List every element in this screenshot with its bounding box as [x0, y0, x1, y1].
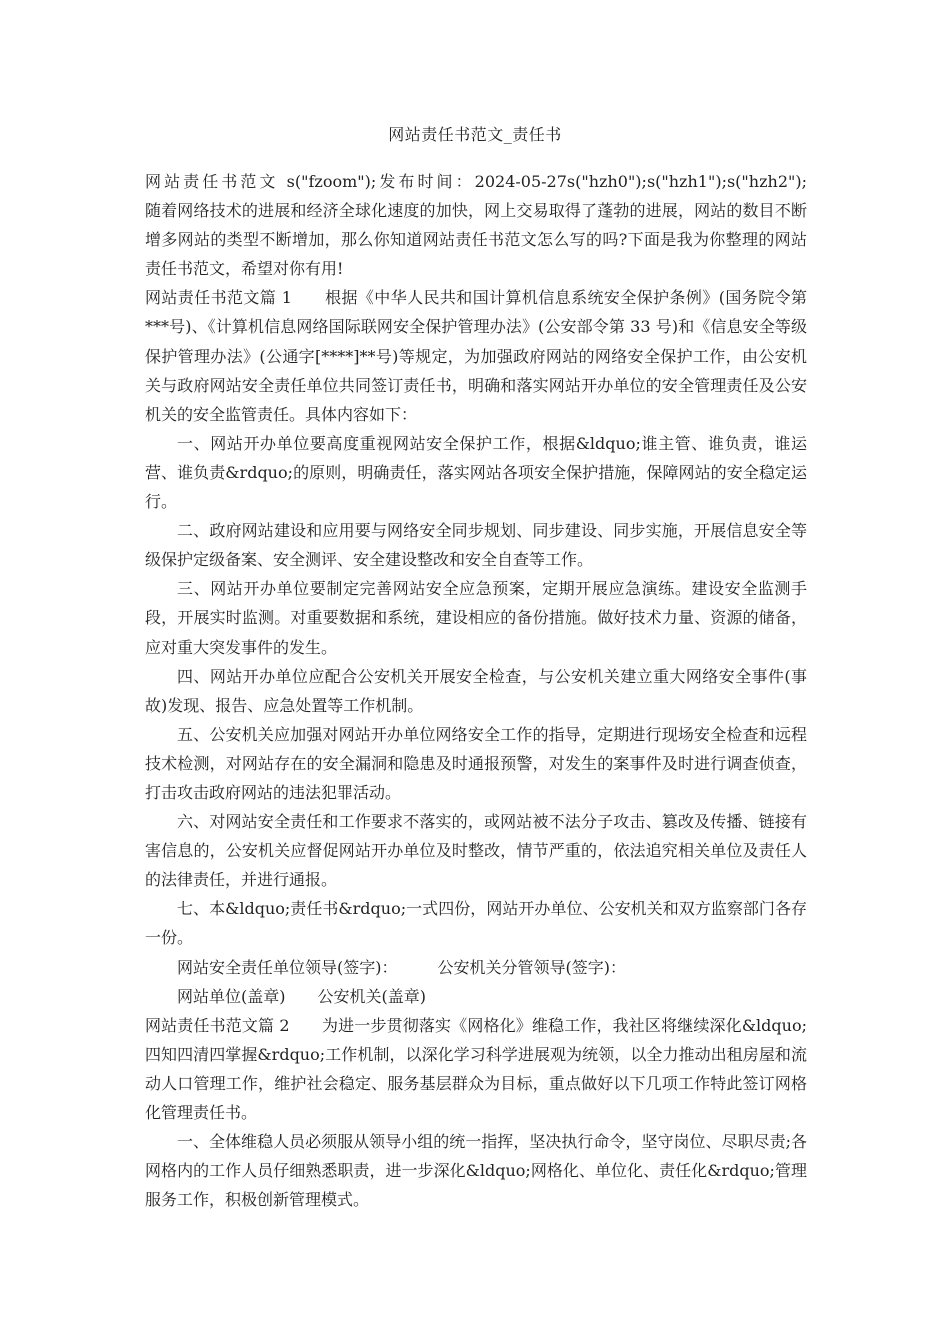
document-body — [145, 167, 840, 1214]
signature-line: 网站安全责任单位领导(签字)： 公安机关分管领导(签字)： — [177, 957, 626, 977]
section-2-heading-paragraph: 网站责任书范文篇 2 为进一步贯彻落实《网格化》维稳工作，我社区将继续深化&ldquo;四知四清四掌握&rdquo;工作机制，以深化学习科学进展观为统领，以全力推动出租房屋和流动人口管理工作，维护社会稳定、服务基层群众为目标，重点做好以下几项工作特此签订网格化管理责任书。 — [145, 1015, 807, 1122]
section-1-item-1: 一、网站开办单位要高度重视网站安全保护工作，根据&ldquo;谁主管、谁负责，谁运营、谁负责&rdquo;的原则，明确责任，落实网站各项安全保护措施，保障网站的安全稳定运行。 — [145, 433, 807, 512]
section-1-item-7: 七、本&ldquo;责任书&rdquo;一式四份，网站开办单位、公安机关和双方监察部门各存一份。 — [145, 899, 807, 948]
section-1-heading-paragraph: 网站责任书范文篇 1 根据《中华人民共和国计算机信息系统安全保护条例》(国务院令第***号)、《计算机信息网络国际联网安全保护管理办法》(公安部令第 33 号)和《信息安全等级保护管理办法》(公通字[****]**号)等规定，为加强政府网站的网络安全保护工作，由公安机关与政府网站安全责任单位共同签订责任书，明确和落实网站开办单位的安全管理责任及公安机关的安全监管责任。具体内容如下： — [145, 288, 807, 424]
intro-paragraph: 网站责任书范文 s("fzoom");发布时间：2024-05-27s("hzh0");s("hzh1");s("hzh2"); 随着网络技术的进展和经济全球化速度的加快，网上交易取得了蓬勃的进展，网站的数目不断增多网站的类型不断增加，那么你知道网站责任书范文怎么写的吗?下面是我为你整理的网站责任书范文，希望对你有用! — [145, 172, 840, 279]
section-1-item-3: 三、网站开办单位要制定完善网站安全应急预案，定期开展应急演练。建设安全监测手段，开展实时监测。对重要数据和系统，建设相应的备份措施。做好技术力量、资源的储备，应对重大突发事件的发生。 — [145, 579, 807, 657]
section-1-item-2: 二、政府网站建设和应用要与网络安全同步规划、同步建设、同步实施，开展信息安全等级保护定级备案、安全测评、安全建设整改和安全自查等工作。 — [145, 521, 807, 570]
document-title: 网站责任书范文_责任书 — [388, 125, 562, 144]
section-1-item-4: 四、网站开办单位应配合公安机关开展安全检查，与公安机关建立重大网络安全事件(事故)发现、报告、应急处置等工作机制。 — [145, 666, 807, 715]
section-1-item-6: 六、对网站安全责任和工作要求不落实的，或网站被不法分子攻击、篡改及传播、链接有害信息的，公安机关应督促网站开办单位及时整改，情节严重的，依法追究相关单位及责任人的法律责任，并进行通报。 — [145, 812, 807, 890]
seal-line: 网站单位(盖章) 公安机关(盖章) — [177, 986, 426, 1006]
section-2-item-1: 一、全体维稳人员必须服从领导小组的统一指挥，坚决执行命令，坚守岗位、尽职尽责;各网格内的工作人员仔细熟悉职责，进一步深化&ldquo;网格化、单位化、责任化&rdquo;管理服务工作，积极创新管理模式。 — [145, 1132, 807, 1210]
section-1-item-5: 五、公安机关应加强对网站开办单位网络安全工作的指导，定期进行现场安全检查和远程技术检测，对网站存在的安全漏洞和隐患及时通报预警，对发生的案事件及时进行调查侦查，打击攻击政府网站的违法犯罪活动。 — [145, 724, 807, 802]
